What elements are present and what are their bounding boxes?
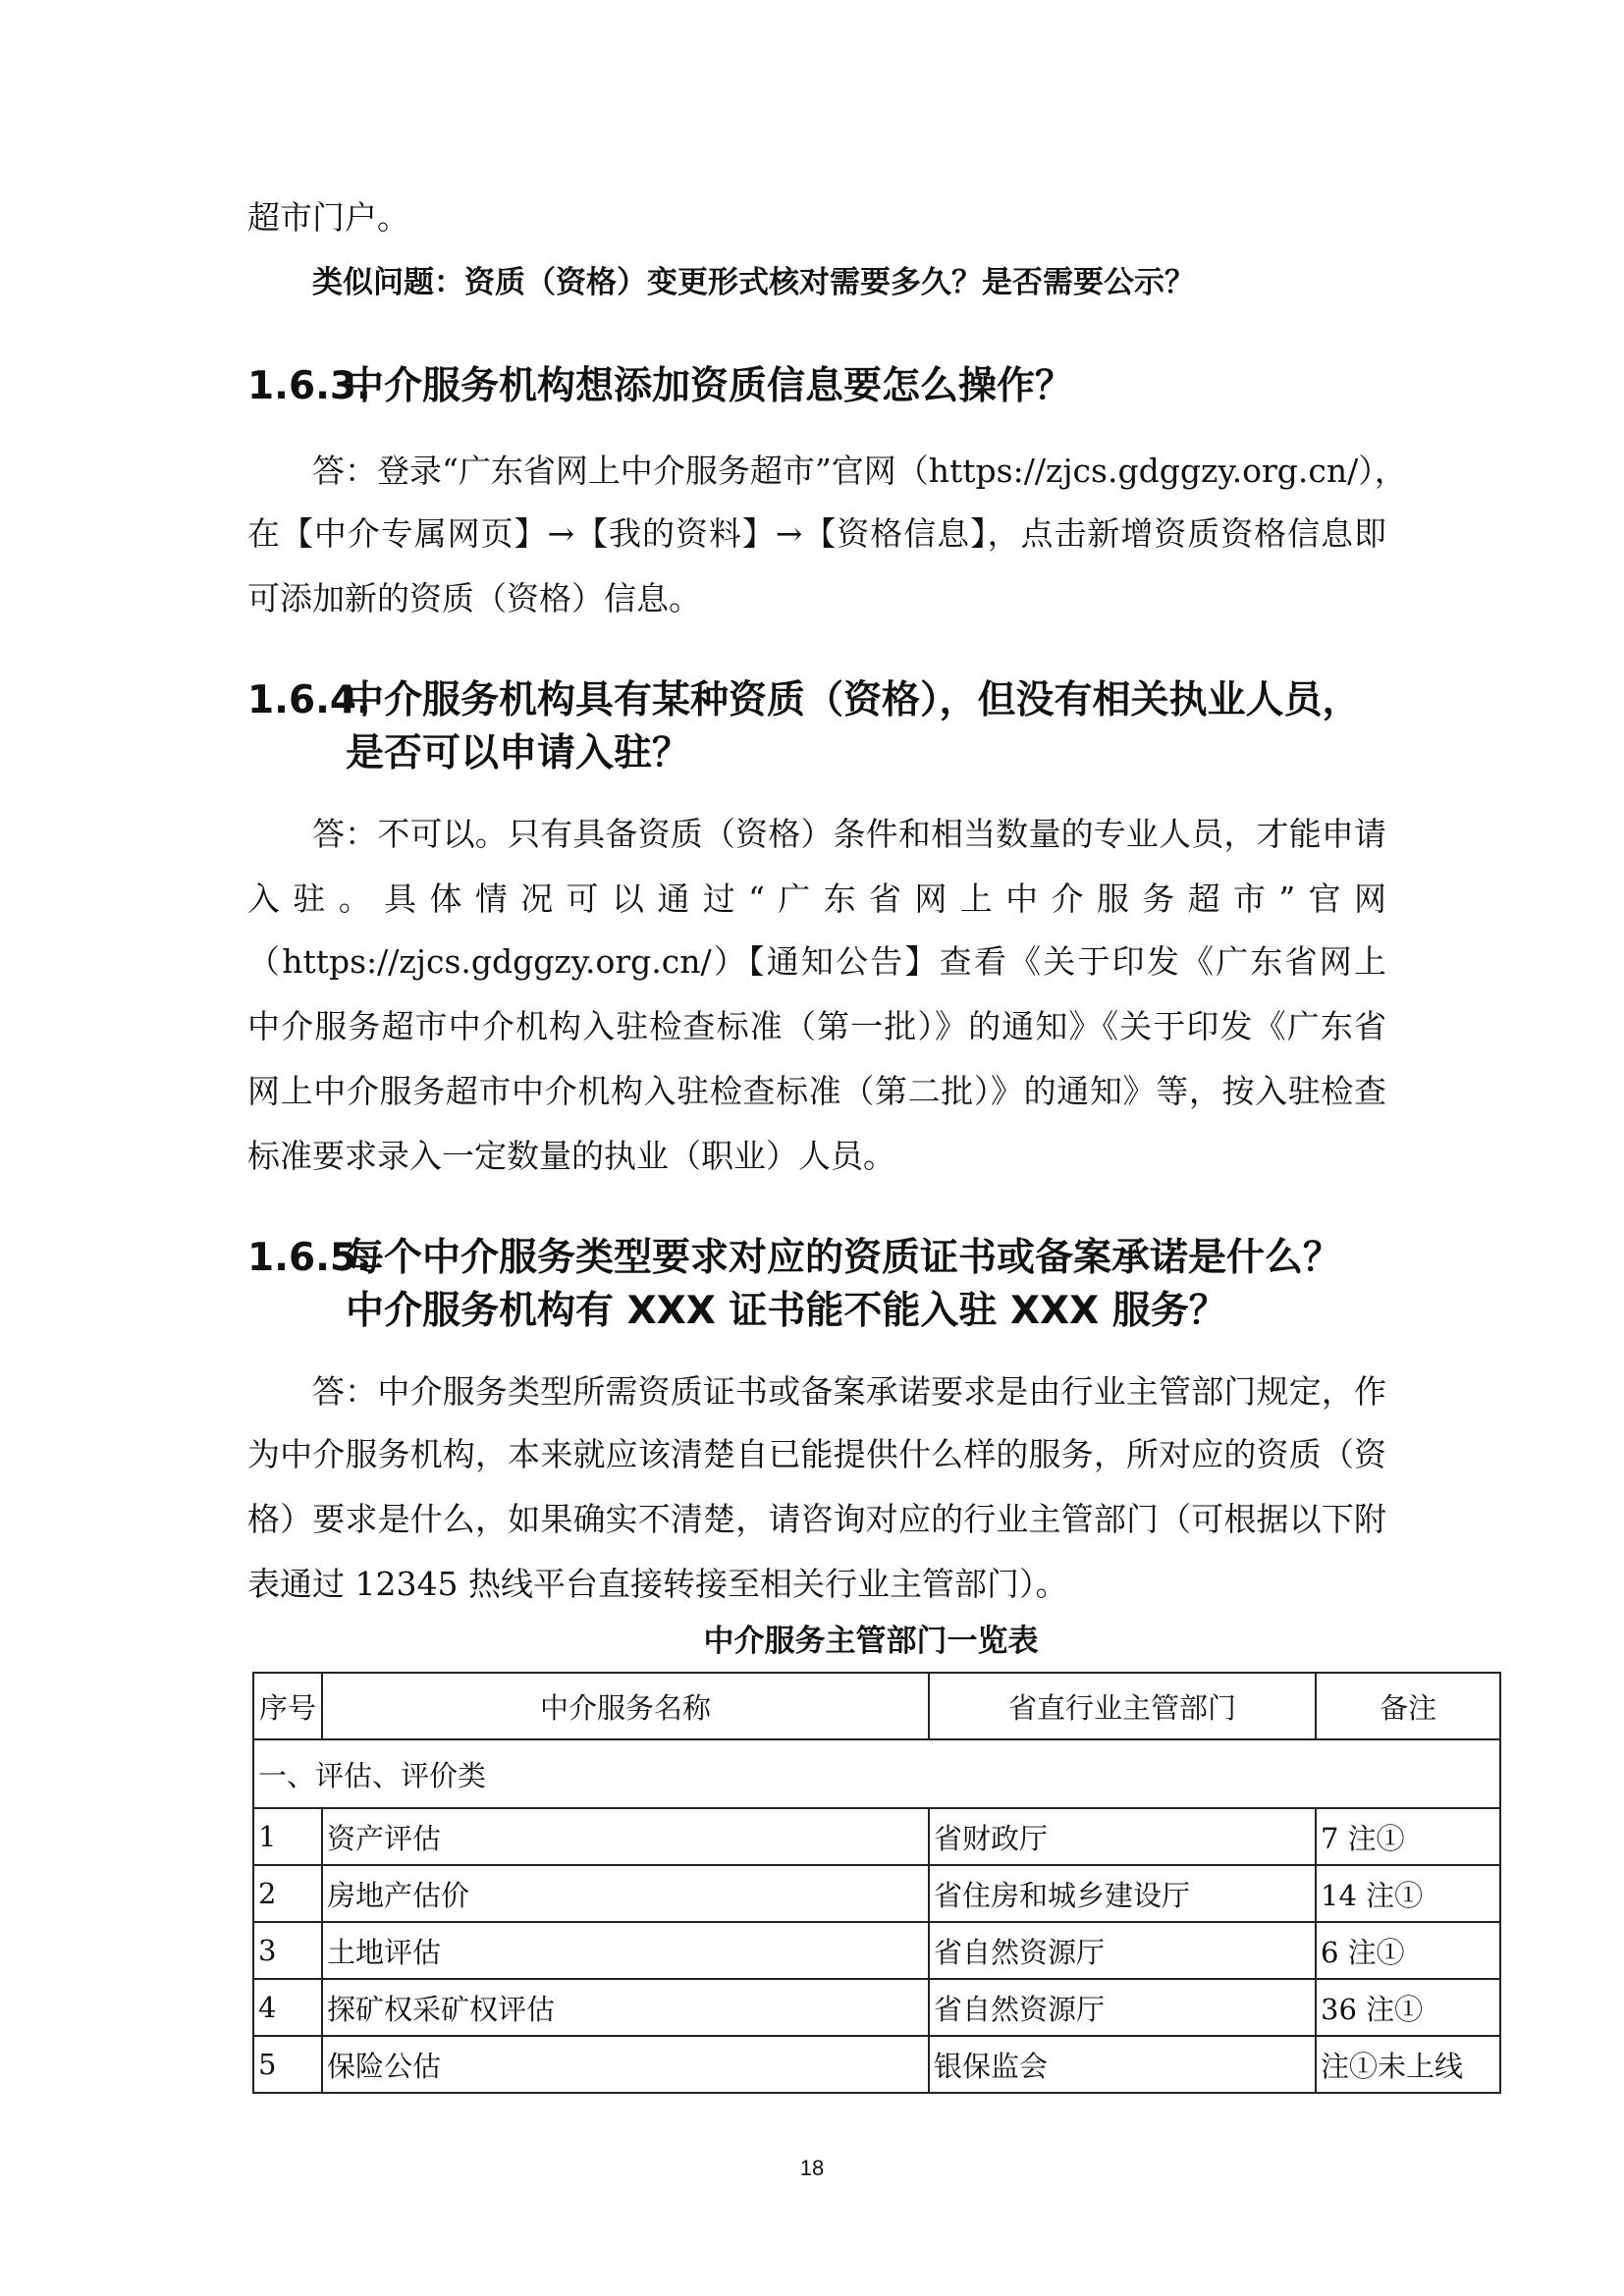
intro-text: 超市门户。 [247, 198, 409, 237]
section-1-6-4-heading [247, 675, 1361, 726]
table-row [253, 1865, 1500, 1922]
row-no: 2 [253, 1865, 322, 1922]
paragraph-line: 格）要求是什么，如果确实不清楚，请咨询对应的行业主管部门（可根据以下附 [247, 1500, 1386, 1538]
section-1-6-4-heading-cont: 是否可以申请入驻？ [346, 731, 691, 775]
section-number: 1.6.5. [247, 1236, 371, 1280]
table-row [253, 1922, 1500, 1979]
row-service-name: 资产评估 [322, 1808, 929, 1865]
paragraph-line: 入驻。具体情况可以通过“广东省网上中介服务超市”官网 [247, 880, 1386, 918]
row-department: 省住房和城乡建设厅 [929, 1865, 1316, 1922]
table-header-row [253, 1673, 1500, 1739]
row-service-name: 探矿权采矿权评估 [322, 1979, 929, 2036]
table-row [253, 1808, 1500, 1865]
table-row [253, 2036, 1500, 2093]
row-note: 36 注① [1316, 1979, 1500, 2036]
header-no: 序号 [253, 1673, 322, 1739]
row-no: 3 [253, 1922, 322, 1979]
row-note: 注①未上线 [1316, 2036, 1500, 2093]
row-service-name: 保险公估 [322, 2036, 929, 2093]
row-note: 6 注① [1316, 1922, 1500, 1979]
similar-question: 类似问题：资质（资格）变更形式核对需要多久？是否需要公示？ [312, 265, 1195, 300]
table-title: 中介服务主管部门一览表 [703, 1624, 1039, 1659]
table-category-row [253, 1739, 1500, 1808]
paragraph-line: 为中介服务机构，本来就应该清楚自已能提供什么样的服务，所对应的资质（资 [247, 1435, 1386, 1473]
paragraph-line: 标准要求录入一定数量的执业（职业）人员。 [247, 1137, 895, 1175]
page-number: 18 [799, 2156, 825, 2180]
row-service-name: 房地产估价 [322, 1865, 929, 1922]
category-label: 一、评估、评价类 [253, 1739, 1500, 1808]
header-service-name: 中介服务名称 [322, 1673, 929, 1739]
row-department: 省自然资源厅 [929, 1979, 1316, 2036]
section-1-6-5-heading [247, 1233, 1341, 1284]
paragraph-line: 中介服务超市中介机构入驻检查标准（第一批）》的通知》《关于印发《广东省 [247, 1007, 1386, 1045]
row-no: 4 [253, 1979, 322, 2036]
row-department: 省自然资源厅 [929, 1922, 1316, 1979]
section-number: 1.6.4. [247, 678, 371, 722]
section-title: 每个中介服务类型要求对应的资质证书或备案承诺是什么？ [346, 1236, 1342, 1280]
row-note: 14 注① [1316, 1865, 1500, 1922]
row-service-name: 土地评估 [322, 1922, 929, 1979]
service-department-table [252, 1672, 1501, 2094]
section-1-6-5-heading-cont: 中介服务机构有 XXX 证书能不能入驻 XXX 服务？ [346, 1289, 1227, 1333]
section-title: 中介服务机构具有某种资质（资格），但没有相关执业人员， [346, 678, 1361, 722]
paragraph-line: 网上中介服务超市中介机构入驻检查标准（第二批）》的通知》等，按入驻检查 [247, 1072, 1386, 1110]
paragraph-line: 答：不可以。只有具备资质（资格）条件和相当数量的专业人员，才能申请 [312, 815, 1386, 853]
row-department: 省财政厅 [929, 1808, 1316, 1865]
row-no: 5 [253, 2036, 322, 2093]
header-note: 备注 [1316, 1673, 1500, 1739]
paragraph-line: 答：中介服务类型所需资质证书或备案承诺要求是由行业主管部门规定，作 [312, 1372, 1386, 1411]
table-row [253, 1979, 1500, 2036]
section-number: 1.6.3. [247, 364, 371, 408]
row-department: 银保监会 [929, 2036, 1316, 2093]
row-note: 7 注① [1316, 1808, 1500, 1865]
section-title: 中介服务机构想添加资质信息要怎么操作？ [346, 364, 1074, 408]
paragraph-line: 答：登录“广东省网上中介服务超市”官网（https://zjcs.gdggzy.org.cn/）， [312, 452, 1407, 490]
header-department: 省直行业主管部门 [929, 1673, 1316, 1739]
paragraph-line: 表通过 12345 热线平台直接转接至相关行业主管部门）。 [247, 1565, 1068, 1603]
row-no: 1 [253, 1808, 322, 1865]
paragraph-line: 可添加新的资质（资格）信息。 [247, 579, 701, 617]
paragraph-line: 在【中介专属网页】→【我的资料】→【资格信息】，点击新增资质资格信息即 [247, 514, 1386, 553]
section-1-6-3-heading [247, 361, 1073, 412]
paragraph-line: （https://zjcs.gdggzy.org.cn/）【通知公告】查看《关于印发《广东省网上 [247, 942, 1386, 981]
